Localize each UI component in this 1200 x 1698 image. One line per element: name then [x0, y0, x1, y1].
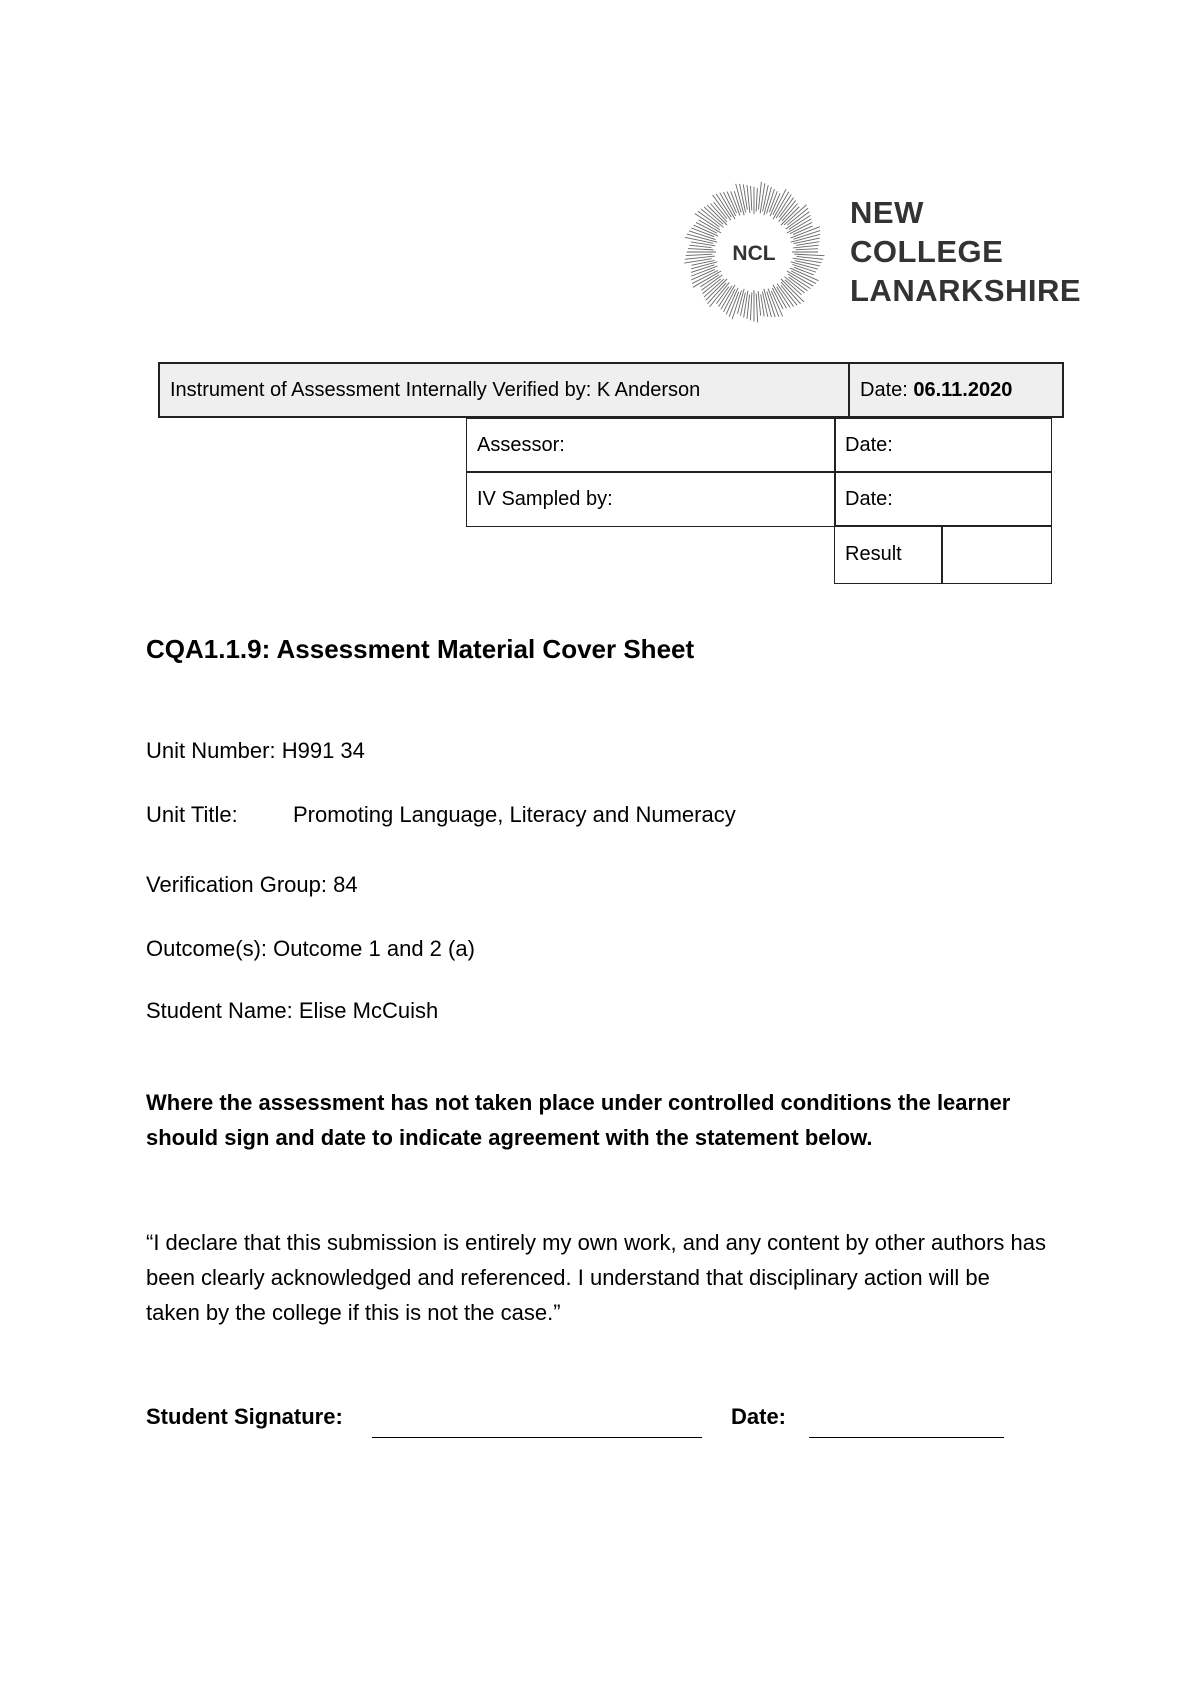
student-signature-label: Student Signature:: [146, 1404, 343, 1429]
iv-date-cell: [848, 362, 1064, 418]
logo-ray: [756, 188, 757, 212]
logo-ray: [751, 186, 752, 211]
logo-name-line-3: LANARKSHIRE: [850, 273, 1082, 308]
logo-ray: [716, 287, 728, 304]
logo-ray: [794, 254, 824, 256]
signature-date-label: Date:: [731, 1404, 787, 1429]
logo-ray: [773, 285, 787, 308]
iv-sampled-date-label: Date:: [845, 487, 893, 510]
logo-ray: [699, 220, 722, 233]
logo-ray: [689, 245, 711, 247]
logo-ray: [692, 270, 718, 283]
iv-date-value: 06.11.2020: [913, 378, 1013, 401]
result-value-cell: [941, 525, 1052, 584]
cover-sheet-title: CQA1.1.9: Assessment Material Cover Sheet: [146, 634, 695, 664]
logo-ray: [788, 274, 811, 289]
declaration-instruction: Where the assessment has not taken place under controlled conditions the learner should sign and date to indicate agreement with the statement below.: [146, 1090, 1011, 1150]
assessor-cell: [466, 418, 836, 473]
iv-sampled-cell: [466, 471, 836, 527]
logo-ray: [750, 292, 751, 320]
logo-ray: [700, 275, 719, 287]
logo-ray: [796, 249, 818, 250]
iv-sampled-label: IV Sampled by:: [477, 487, 613, 510]
logo-ray: [714, 202, 727, 218]
logo-ray: [756, 294, 758, 323]
assessor-date-cell: [834, 418, 1052, 473]
result-label-cell: [834, 525, 943, 584]
assessor-label: Assessor:: [477, 434, 565, 456]
iv-sampled-date-cell: [834, 471, 1052, 527]
logo-monogram: NCL: [732, 242, 776, 265]
logo-ray: [688, 249, 714, 250]
assessor-date-label: Date:: [845, 434, 893, 456]
result-label: Result: [845, 543, 902, 565]
logo-name-line-2: COLLEGE: [850, 234, 1004, 269]
student-signature-line[interactable]: [372, 1437, 702, 1438]
logo-ray: [747, 295, 750, 319]
unit-title-label: Unit Title:: [146, 802, 238, 827]
iv-verified-cell: [158, 362, 850, 418]
iv-verified-label: Instrument of Assessment Internally Verified by: K Anderson: [170, 378, 701, 401]
logo-ray: [716, 194, 731, 217]
signature-date-line[interactable]: [809, 1437, 1004, 1438]
logo-ray: [790, 268, 819, 281]
unit-number: Unit Number: H991 34: [146, 738, 365, 763]
logo-ray: [686, 254, 713, 255]
unit-title-value: Promoting Language, Literacy and Numeracy: [293, 802, 736, 827]
logo-ray: [758, 291, 761, 316]
declaration-statement: “I declare that this submission is entirely my own work, and any content by other authors has been clearly acknowledged and referenced. I understand that disciplinary action will be taken by the college if this is not the case.”: [146, 1230, 1046, 1325]
unit-title-row: [146, 802, 736, 827]
outcomes: Outcome(s): Outcome 1 and 2 (a): [146, 936, 475, 961]
logo-ray: [797, 256, 824, 259]
student-name: Student Name: Elise McCuish: [146, 998, 439, 1023]
ncl-sunburst-logo-icon: [682, 180, 826, 324]
iv-date-label: Date:: [860, 378, 914, 401]
logo-ray: [763, 185, 769, 211]
verification-group: Verification Group: 84: [146, 872, 358, 897]
logo-name-line-1: NEW: [850, 195, 924, 230]
